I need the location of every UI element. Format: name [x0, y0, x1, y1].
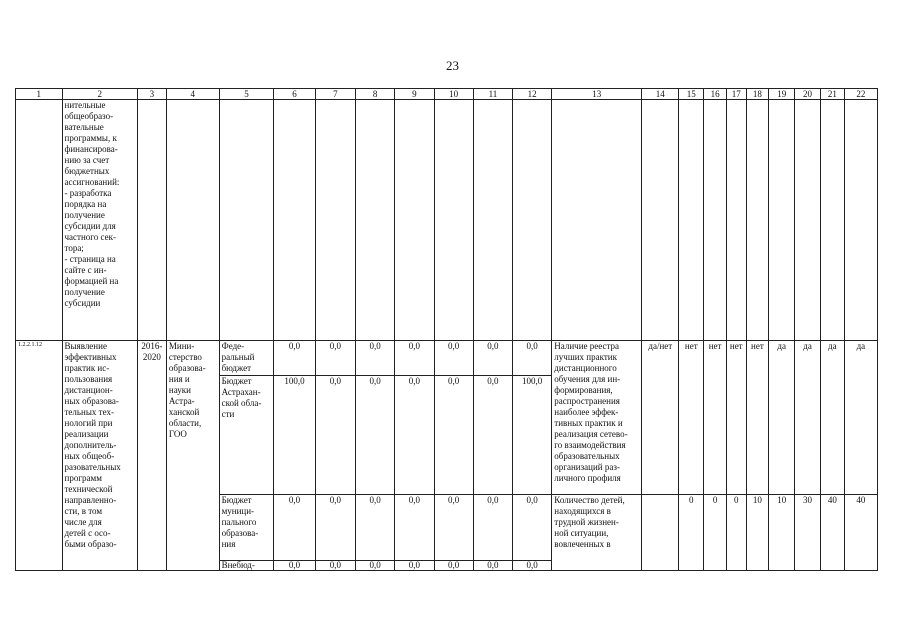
table-row-continuation [16, 100, 878, 341]
table-cell [473, 100, 512, 341]
indicator-text: Количество детей, находящихся в трудной жизнен- ной ситуации, вовлеченных в [552, 495, 642, 571]
column-header: 13 [552, 89, 642, 100]
column-header: 22 [844, 89, 877, 100]
indicator-value: 0 [704, 495, 727, 571]
budget-value: 0,0 [355, 341, 394, 376]
column-header: 3 [137, 89, 166, 100]
budget-value: 0,0 [473, 561, 512, 571]
indicator-value: да [795, 341, 821, 495]
budget-source: Бюджет муници- пального образова- ния [219, 495, 274, 561]
budget-value: 0,0 [315, 561, 355, 571]
table-cell [166, 100, 219, 341]
table-cell [552, 100, 642, 341]
column-header: 18 [746, 89, 769, 100]
column-number-row [16, 89, 878, 100]
budget-value: 0,0 [513, 561, 552, 571]
indicator-unit [642, 495, 679, 571]
indicator-value: 40 [844, 495, 877, 571]
table-cell [679, 100, 704, 341]
indicator-value: да [769, 341, 795, 495]
budget-value: 0,0 [355, 561, 394, 571]
column-header: 8 [355, 89, 394, 100]
table-cell [315, 100, 355, 341]
indicator-value: 0 [726, 495, 746, 571]
table-cell [642, 100, 679, 341]
table-cell [16, 100, 63, 341]
table-cell [844, 100, 877, 341]
activity-text-continuation: нительные общеобразо- вательные программы, к финансирова- нию за счет бюджетных ассигнований: - разработка порядка на получение субсидии для частного сек- тора; - страница на сайте с ин- формацией на получение субсидии [62, 100, 137, 341]
budget-value: 100,0 [513, 376, 552, 495]
column-header: 11 [473, 89, 512, 100]
budget-value: 0,0 [315, 495, 355, 561]
indicator-value: 40 [820, 495, 844, 571]
column-header: 17 [726, 89, 746, 100]
column-header: 9 [395, 89, 434, 100]
budget-source: Бюджет Астрахан- ской обла- сти [219, 376, 274, 495]
column-header: 20 [795, 89, 821, 100]
budget-value: 0,0 [274, 341, 315, 376]
column-header: 5 [219, 89, 274, 100]
budget-value: 0,0 [473, 341, 512, 376]
indicator-value: да [844, 341, 877, 495]
budget-value: 0,0 [395, 561, 434, 571]
table-cell [219, 100, 274, 341]
column-header: 7 [315, 89, 355, 100]
page-number: 23 [446, 58, 459, 73]
budget-value: 0,0 [274, 561, 315, 571]
column-header: 6 [274, 89, 315, 100]
budget-value: 0,0 [395, 341, 434, 376]
table-cell [137, 100, 166, 341]
budget-source: Феде- ральный бюджет [219, 341, 274, 376]
table-cell [704, 100, 727, 341]
column-header: 16 [704, 89, 727, 100]
table-cell [769, 100, 795, 341]
column-header: 2 [62, 89, 137, 100]
table-cell [274, 100, 315, 341]
budget-value: 0,0 [513, 495, 552, 561]
indicator-value: нет [704, 341, 727, 495]
budget-value: 0,0 [434, 561, 473, 571]
item-name: Выявление эффективных практик ис- пользования дистанцион- ных образова- тельных тех- нологий при реализации дополнитель- ных общеоб- разовательных программ технической направленно- сти, в том числе для детей с осо- быми образо- [62, 341, 137, 571]
column-header: 4 [166, 89, 219, 100]
budget-value: 0,0 [473, 376, 512, 495]
item-executor: Мини- стерство образова- ния и науки Астра- ханской области, ГОО [166, 341, 219, 571]
table-cell [726, 100, 746, 341]
column-header: 15 [679, 89, 704, 100]
item-code: 1.2.2.1.12 [16, 341, 63, 571]
table-cell [355, 100, 394, 341]
program-table [15, 88, 878, 571]
budget-value: 0,0 [513, 341, 552, 376]
indicator-value: нет [746, 341, 769, 495]
budget-value: 0,0 [434, 495, 473, 561]
table-cell [434, 100, 473, 341]
column-header: 12 [513, 89, 552, 100]
table-cell [746, 100, 769, 341]
column-header: 19 [769, 89, 795, 100]
table-cell [395, 100, 434, 341]
budget-value: 0,0 [395, 376, 434, 495]
budget-value: 100,0 [274, 376, 315, 495]
indicator-value: 10 [769, 495, 795, 571]
budget-source: Внебюд- [219, 561, 274, 571]
budget-value: 0,0 [355, 495, 394, 561]
budget-value: 0,0 [355, 376, 394, 495]
budget-value: 0,0 [315, 376, 355, 495]
budget-value: 0,0 [434, 341, 473, 376]
indicator-value: 10 [746, 495, 769, 571]
indicator-value: нет [679, 341, 704, 495]
indicator-value: да [820, 341, 844, 495]
indicator-value: 0 [679, 495, 704, 571]
column-header: 1 [16, 89, 63, 100]
column-header: 14 [642, 89, 679, 100]
indicator-value: 30 [795, 495, 821, 571]
indicator-value: нет [726, 341, 746, 495]
budget-value: 0,0 [395, 495, 434, 561]
budget-value: 0,0 [434, 376, 473, 495]
indicator-text: Наличие реестра лучших практик дистанционного обучения для ин- формирования, распространения наиболее эффек- тивных практик и реализация сетево- го взаимодействия образовательных организаций раз- личного профиля [552, 341, 642, 495]
indicator-unit: да/нет [642, 341, 679, 495]
column-header: 21 [820, 89, 844, 100]
budget-value: 0,0 [473, 495, 512, 561]
table-cell [513, 100, 552, 341]
column-header: 10 [434, 89, 473, 100]
budget-value: 0,0 [315, 341, 355, 376]
table-cell [795, 100, 821, 341]
item-period: 2016- 2020 [137, 341, 166, 571]
table-cell [820, 100, 844, 341]
table-row-federal [16, 341, 878, 376]
budget-value: 0,0 [274, 495, 315, 561]
